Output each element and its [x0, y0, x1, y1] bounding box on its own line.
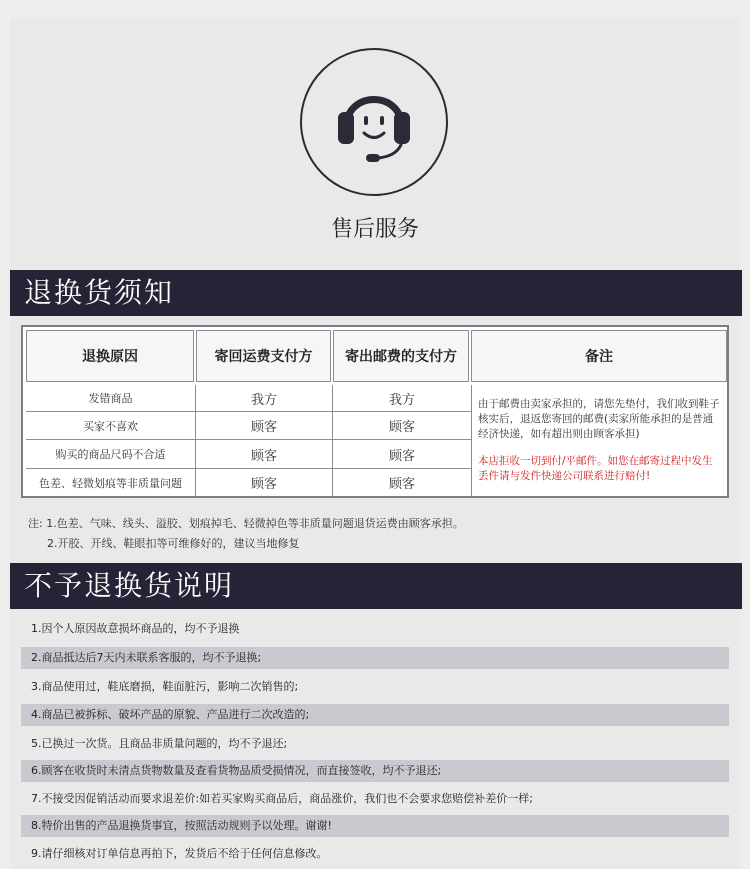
note-line: 2.开胶、开线、鞋眼扣等可维修好的，建议当地修复	[47, 537, 300, 550]
remark-text: 由于邮费由卖家承担的，请您先垫付，我们收到鞋子核实后，退返您寄回的邮费(卖家所能承担的是普通经济快递，如有超出则由顾客承担)	[478, 398, 720, 440]
rule-item: 3.商品使用过，鞋底磨损，鞋面脏污，影响二次销售的;	[31, 680, 299, 693]
rule-item: 9.请仔细核对订单信息再拍下，发货后不给于任何信息修改。	[31, 847, 328, 860]
customer-service-headset-icon	[300, 48, 448, 196]
table-row-return-fee: 顾客	[196, 469, 333, 496]
table-row-ship-fee: 我方	[333, 385, 472, 412]
table-remark	[472, 385, 727, 497]
section-banner-no-return: 不予退换货说明	[10, 563, 742, 609]
table-row-reason: 购买的商品尺码不合适	[26, 440, 196, 469]
table-row-reason: 色差、轻微划痕等非质量问题	[26, 469, 196, 496]
table-row-reason: 买家不喜欢	[26, 412, 196, 440]
table-header-ship-fee: 寄出邮费的支付方	[333, 330, 469, 382]
rule-item: 6.顾客在收货时未清点货物数量及查看货物品质受损情况，而直接签收，均不予退还;	[21, 760, 729, 782]
table-row-ship-fee: 顾客	[333, 440, 472, 469]
remark-warning-text: 本店拒收一切到付/平邮件。如您在邮寄过程中发生丢件请与发件快递公司联系进行赔付!	[478, 455, 713, 482]
service-title: 售后服务	[330, 217, 419, 242]
section-banner-return-notice: 退换货须知	[10, 270, 742, 316]
table-row-reason: 发错商品	[26, 385, 196, 412]
table-row-ship-fee: 顾客	[333, 412, 472, 440]
rule-item: 2.商品抵达后7天内未联系客服的，均不予退换;	[21, 647, 729, 669]
table-row-return-fee: 顾客	[196, 412, 333, 440]
note-line: 注: 1.色差、气味、线头、溢胶、划痕掉毛、轻微掉色等非质量问题退货运费由顾客承担。	[28, 517, 464, 530]
table-row-return-fee: 顾客	[196, 440, 333, 469]
rule-item: 4.商品已被拆标、破坏产品的原貌、产品进行二次改造的;	[21, 704, 729, 726]
table-row-ship-fee: 顾客	[333, 469, 472, 496]
table-header-return-fee: 寄回运费支付方	[196, 330, 331, 382]
rule-item: 5.已换过一次货。且商品非质量问题的，均不予退还;	[31, 737, 288, 750]
table-header-reason: 退换原因	[26, 330, 194, 382]
table-header-remark: 备注	[471, 330, 727, 382]
fee-notes	[28, 514, 464, 554]
rule-item: 1.因个人原因故意损坏商品的，均不予退换	[31, 622, 240, 635]
rule-item: 8.特价出售的产品退换货事宜，按照活动规则予以处理。谢谢!	[21, 815, 729, 837]
table-row-return-fee: 我方	[196, 385, 333, 412]
rule-item: 7.不接受因促销活动而要求退差价:如若买家购买商品后，商品涨价，我们也不会要求您赔偿补差价一样;	[31, 792, 533, 805]
return-fee-table	[21, 325, 729, 498]
